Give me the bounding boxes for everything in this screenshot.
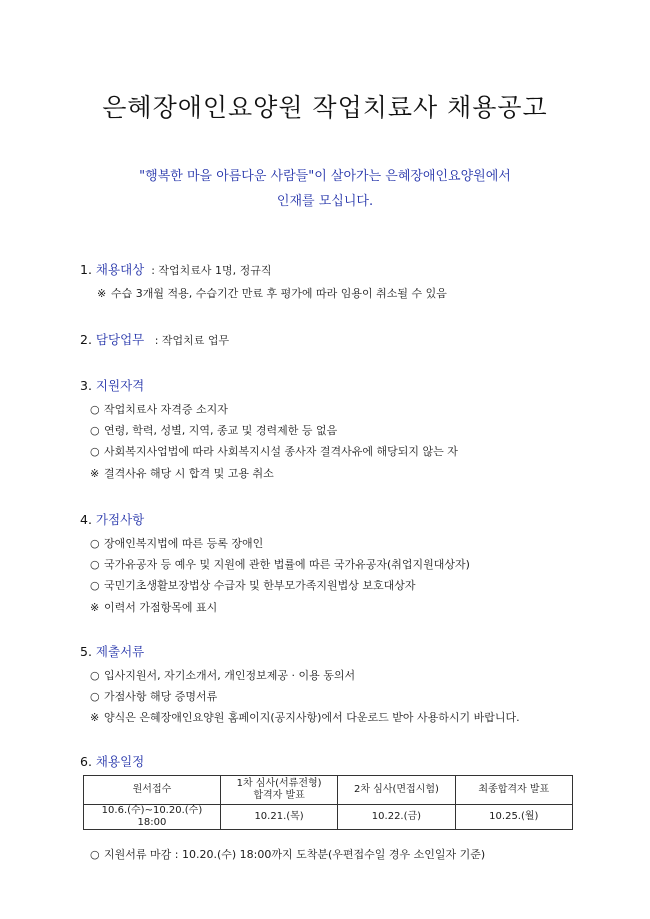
list-item [90,422,337,438]
circle-bullet-icon: ○ [90,848,100,861]
table-row [84,805,573,830]
list-item [90,535,263,551]
deadline-note [90,846,485,862]
list-item [97,285,447,301]
circle-bullet-icon: ○ [90,537,100,550]
schedule-table [83,775,573,830]
table-header-row [84,776,573,805]
section-number: 2. [80,332,92,347]
section-heading-3 [80,376,144,394]
table-header-cell: 1차 심사(서류전형) 합격자 발표 [220,776,337,805]
section-heading-6 [80,752,144,770]
reference-mark-icon: ※ [90,467,100,480]
list-item [90,556,470,572]
table-header-cell: 최종합격자 발표 [455,776,572,805]
section-label: 가점사항 [95,512,145,527]
section-value: : 작업치료 업무 [144,334,230,347]
table-header-cell: 2차 심사(면접시험) [338,776,455,805]
list-item-text: 가점사항 해당 증명서류 [104,690,218,703]
section-heading-1 [80,260,272,278]
circle-bullet-icon: ○ [90,445,100,458]
section-label: 채용대상 [95,262,145,277]
circle-bullet-icon: ○ [90,558,100,571]
section-heading-4 [80,510,144,528]
section-number: 4. [80,512,92,527]
section-label: 지원자격 [95,378,145,393]
list-item [90,667,355,683]
circle-bullet-icon: ○ [90,690,100,703]
list-item-text: 작업치료사 자격증 소지자 [104,403,228,416]
list-item [90,401,228,417]
deadline-note-text: 지원서류 마감 : 10.20.(수) 18:00까지 도착분(우편접수일 경우 소인일자 기준) [104,848,486,861]
subtitle-line-1: "행복한 마을 아름다운 사람들"이 살아가는 은혜장애인요양원에서 [139,169,511,184]
table-header-cell: 원서접수 [84,776,221,805]
section-label: 제출서류 [95,644,145,659]
list-item [90,599,217,615]
section-heading-5 [80,642,144,660]
circle-bullet-icon: ○ [90,403,100,416]
section-number: 1. [80,262,92,277]
reference-mark-icon: ※ [90,711,100,724]
list-item-text: 입사지원서, 자기소개서, 개인정보제공 · 이용 동의서 [104,669,356,682]
subtitle-line-2: 인재를 모십니다. [276,194,374,209]
list-item-text: 양식은 은혜장애인요양원 홈페이지(공지사항)에서 다운로드 받아 사용하시기 바랍니다. [104,711,520,724]
list-item [90,688,217,704]
section-label: 채용일정 [95,754,145,769]
list-item [90,709,520,725]
section-number: 6. [80,754,92,769]
section-number: 5. [80,644,92,659]
list-item-text: 국가유공자 등 예우 및 지원에 관한 법률에 따른 국가유공자(취업지원대상자) [104,558,470,571]
reference-mark-icon: ※ [90,601,100,614]
circle-bullet-icon: ○ [90,424,100,437]
circle-bullet-icon: ○ [90,579,100,592]
list-item-text: 장애인복지법에 따른 등록 장애인 [104,537,264,550]
list-item-text: 국민기초생활보장법상 수급자 및 한부모가족지원법상 보호대상자 [104,579,416,592]
section-number: 3. [80,378,92,393]
list-item-text: 사회복지사업법에 따라 사회복지시설 종사자 결격사유에 해당되지 않는 자 [104,445,458,458]
reference-mark-icon: ※ [97,287,107,300]
list-item [90,443,458,459]
circle-bullet-icon: ○ [90,669,100,682]
section-heading-2 [80,330,229,348]
table-cell: 10.6.(수)~10.20.(수) 18:00 [84,805,221,830]
table-cell: 10.21.(목) [220,805,337,830]
list-item [90,465,274,481]
section-label: 담당업무 [95,332,145,347]
list-item-text: 결격사유 해당 시 합격 및 고용 취소 [104,467,274,480]
list-item-text: 수습 3개월 적용, 수습기간 만료 후 평가에 따라 임용이 취소될 수 있음 [111,287,447,300]
list-item-text: 이력서 가점항목에 표시 [104,601,218,614]
page-title: 은혜장애인요양원 작업치료사 채용공고 [102,93,548,122]
list-item [90,577,416,593]
section-value: : 작업치료사 1명, 정규직 [144,264,272,277]
table-cell: 10.22.(금) [338,805,455,830]
list-item-text: 연령, 학력, 성별, 지역, 종교 및 경력제한 등 없음 [104,424,338,437]
table-cell: 10.25.(월) [455,805,572,830]
